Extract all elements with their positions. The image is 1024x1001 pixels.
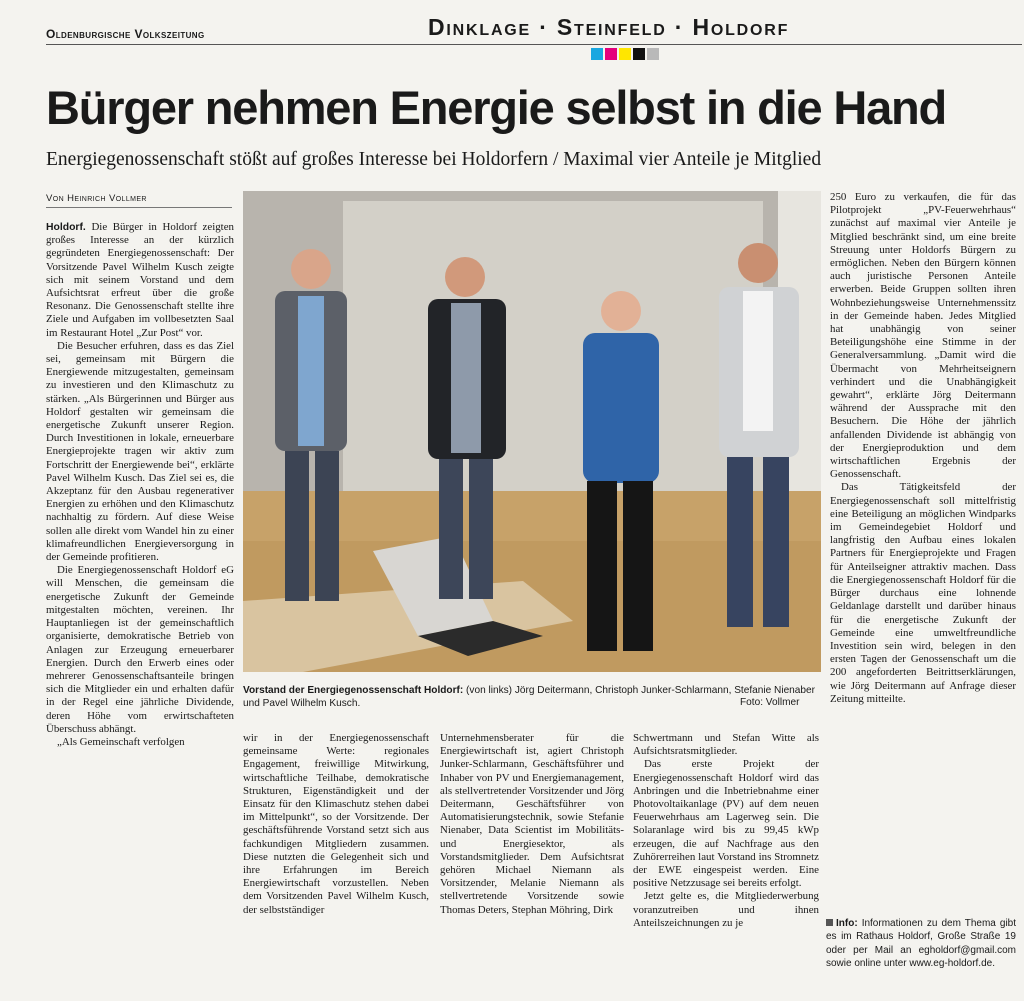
- article-column-5: [830, 191, 1016, 706]
- color-mark-black: [633, 48, 645, 60]
- dateline: Holdorf.: [46, 222, 86, 233]
- info-bullet-icon: [826, 919, 833, 926]
- article-column-4: [633, 732, 819, 930]
- paragraph-3: Jetzt gelte es, die Mitgliederwerbung voranzutreiben und ihnen Anteilszeichnungen zu je: [633, 890, 819, 929]
- paragraph-1: [46, 221, 234, 340]
- byline-rule: [46, 207, 232, 208]
- paragraph-text: wir in der Energiegenossenschaft gemeinsame Werte: regionales Engagement, freiwillige Mitwirkung, wirtschaftliche Teilhabe, demokratische Strukturen, Eigenständigkeit und der Einsatz für den Klimaschutz stehen dabei im Mittelpunkt“, so der Vorsitzende. Der geschäftsführende Vorstand setzt sich aus fachkundigen Mitgliedern zusammen. Diese nutzten die Gelegenheit sich und ihre Erfahrungen im Bereich Energiewirtschaft vorzustellen. Neben dem Vorsitzenden Pavel Wilhelm Kusch, der selbstständiger: [243, 732, 429, 916]
- newspaper-name: Oldenburgische Volkszeitung: [46, 27, 205, 41]
- section-title: Dinklage · Steinfeld · Holdorf: [428, 14, 790, 40]
- color-mark-magenta: [605, 48, 617, 60]
- paragraph-1: Schwertmann und Stefan Witte als Aufsichtsratsmitglieder.: [633, 732, 819, 758]
- paragraph-4: „Als Gemeinschaft verfolgen: [57, 735, 185, 748]
- paragraph-text: Unternehmensberater für die Energiewirtschaft ist, agiert Christoph Junker-Schlarmann, Geschäftsführer und Inhaber von PV und Energiemanagement, als stellvertretender Vorsitzender und Jörg Deitermann, Geschäftsführer von Automatisierungstechnik, sowie Stefanie Nienaber, Data Scientist im Mobilitäts- und Energiesektor, als Vorstandsmitglieder. Dem Aufsichtsrat gehören Michael Niemann als Vorsitzender, Melanie Niemann als stellvertretende Vorsitzende sowie Thomas Deters, Stephan Möhring, Dirk: [440, 732, 624, 916]
- info-box: [826, 917, 1016, 970]
- paragraph-1: 250 Euro zu verkaufen, die für das Pilotprojekt „PV-Feuerwehrhaus“ zunächst auf maximal vier Anteile je Mitglied beschränkt sind, um eine breite Streuung unter Holdorfs Bürgern zu ermöglichen. Neben den Bürgern können auch juristische Personen Anteile erwerben. Beide Gruppen sollten ihren Wohnbeziehungsweise Unternehmenssitz in der Gemeinde haben. Jedes Mitglied hat unabhängig von seiner Beteiligungshöhe eine Stimme in der Generalversammlung. „Damit wird die Übermacht von Mehrheitseignern verhindert und die Unabhängigkeit gewahrt“, erklärte Jörg Deitermann während der Aussprache mit den Besuchern. Die Höhe der jährlich anfallenden Dividende ist abhängig von der Energieproduktion und dem wirtschaftlichen Ergebnis der Genossenschaft.: [830, 191, 1016, 481]
- info-text: Informationen zu dem Thema gibt es im Rathaus Holdorf, Große Straße 19 oder per Mail an egholdorf@gmail.com sowie online unter www.eg-holdorf.de.: [826, 918, 1017, 969]
- article-headline: Bürger nehmen Energie selbst in die Hand: [46, 81, 947, 134]
- color-mark-yellow: [619, 48, 631, 60]
- article-subheadline: Energiegenossenschaft stößt auf großes Interesse bei Holdorfern / Maximal vier Anteile je Mitglied: [46, 149, 822, 170]
- caption-title: Vorstand der Energiegenossenschaft Holdorf:: [243, 685, 464, 696]
- article-column-1: [46, 221, 234, 749]
- color-registration-marks: [591, 48, 661, 60]
- masthead-rule: [46, 44, 1022, 45]
- article-photo: [243, 191, 821, 672]
- paragraph-2: Das erste Projekt der Energiegenossenschaft Holdorf wird das Anbringen und die Inbetriebnahme einer Photovoltaikanlage (PV) auf dem neuen Feuerwehrhaus am Lagerweg sein. Die Solaranlage wird bis zu 99,45 kWp erzeugen, die auf Nachfrage aus den Zuhörerreihen laut Vorstand ins Stromnetz der EWE eingespeist werden. Eine positive Netzzusage sei bereits erfolgt.: [633, 758, 819, 890]
- paragraph-2: Die Besucher erfuhren, dass es das Ziel sei, gemeinsam mit Bürgern die Energiewende mitzugestalten, gemeinsam zu investieren und den Klimaschutz zu stärken. „Als Bürgerinnen und Bürger aus Holdorf gestalten wir gemeinsam die energetische Zukunft unserer Region. Durch Investitionen in lokale, erneuerbare Energieprojekte tragen wir aktiv zum Fortschritt der Energiewende bei“, erklärte Pavel Wilhelm Kusch. Das Ziel sei es, die Akzeptanz für den Ausbau regenerativer Energien zu erhöhen und den Klimaschutz nachhaltig zu fördern. Auf diese Weise sollen alle direkt vom Wandel hin zu einer klimafreundlichen Energieversorgung in der Gemeinde profitieren.: [46, 339, 234, 564]
- paragraph-2: Das Tätigkeitsfeld der Energiegenossenschaft soll mittelfristig eine Beteiligung an möglichen Windparks im Gemeindegebiet Holdorf und langfristig den Aufbau eines lokalen Partners für Energieprojekte und Fragen für Anteilseigner attraktiv machen. Dass die Energiegenossenschaft Holdorf für die Bürger durchaus eine lohnende Geldanlage darstellt und darüber hinaus für die energetische Zukunft der Gemeinde eine umweltfreundliche Investition sein wird, belegen in den ersten Tagen der Genossenschaft um die 200 angeforderten Beitrittserklärungen, wie Jörg Deitermann auf Anfrage dieser Zeitung mitteilte.: [830, 481, 1016, 705]
- article-column-3: [440, 732, 624, 917]
- caption-text: (von links) Jörg Deitermann, Christoph Junker-Schlarmann, Stefanie Nienaber und Pavel Wilhelm Kusch.: [243, 685, 816, 710]
- photo-illustration: [243, 191, 821, 672]
- color-mark-cyan: [591, 48, 603, 60]
- info-label: Info:: [836, 918, 858, 929]
- article-column-2: [243, 732, 429, 917]
- byline: Von Heinrich Vollmer: [46, 193, 147, 204]
- photo-credit: Foto: Vollmer: [740, 697, 800, 708]
- paragraph-3: Die Energiegenossenschaft Holdorf eG will Menschen, die gemeinsam die energetische Zukunft der Gemeinde mitgestalten möchten, vereinen. Ihr Hauptanliegen ist der gemeinschaftlich organisierte, demokratische Betrieb von Anlagen zur Erzeugung erneuerbarer Energien. Durch den Erwerb eines oder mehrerer Genossenschaftsanteile bringen sich die Mitglieder ein und erhalten dafür in der Regel eine jährliche Dividende, deren Höhe vom erwirtschafteten Überschuss abhängt.: [46, 564, 234, 735]
- photo-caption: [243, 684, 821, 711]
- color-mark-gray: [647, 48, 659, 60]
- paragraph-text: Die Bürger in Holdorf zeigten großes Interesse an der kürzlich gegründeten Energiegenossenschaft: Der Vorsitzende Pavel Wilhelm Kusch zeigte sich mit seinem Vorstand und dem Aufsichtsrat erfreut über die große Resonanz. Die Genossenschaft stellte ihre Ziele und Aufgaben im vollbesetzten Saal im Restaurant Hotel „Zur Post“ vor.: [46, 221, 234, 339]
